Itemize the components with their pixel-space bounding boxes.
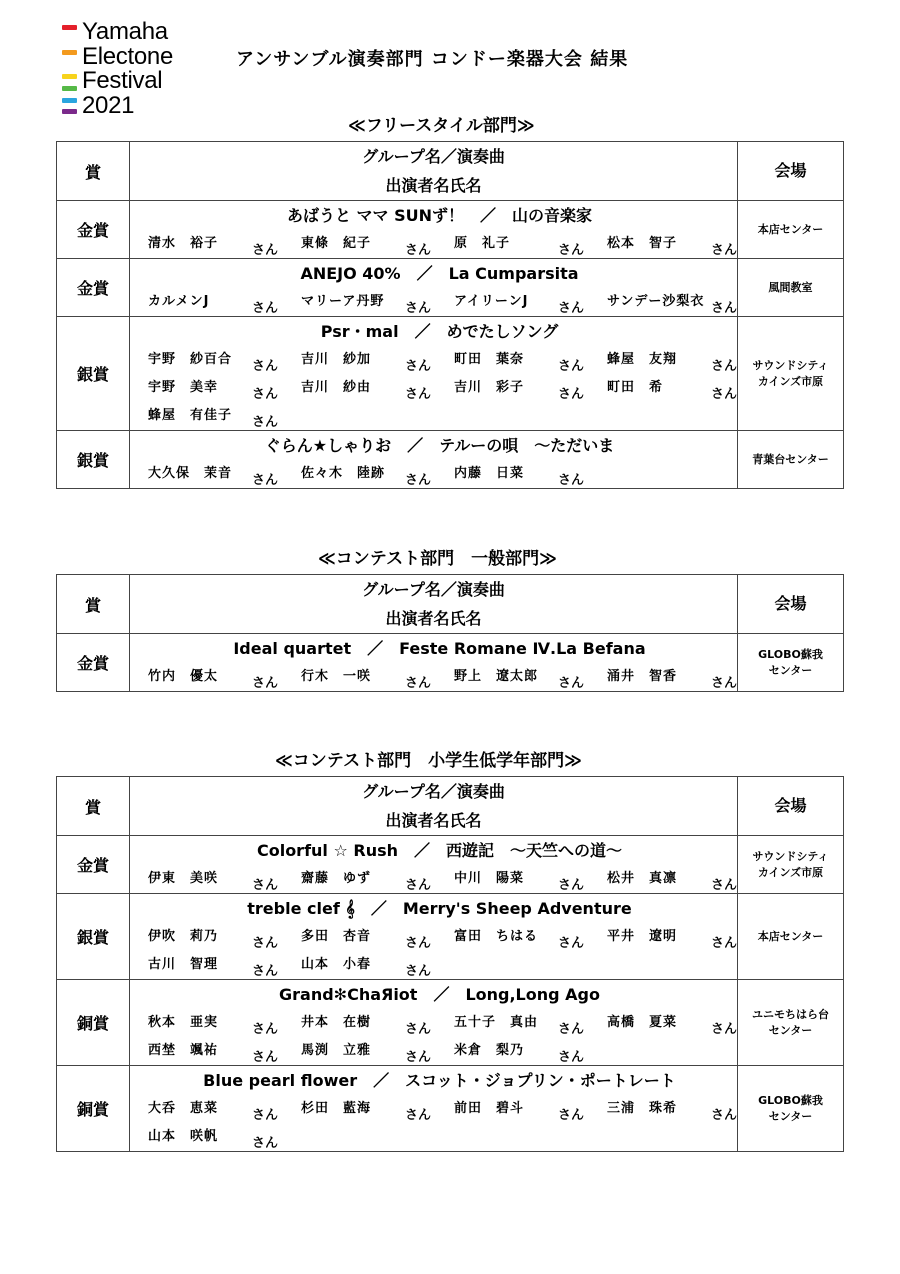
performer-row [148, 345, 738, 374]
performer: 松井 真凛 さん [607, 870, 738, 893]
performer: 野上 遼太郎 さん [454, 668, 585, 691]
performer: 吉川 紗由 さん [301, 379, 432, 402]
results-table-contest-general [56, 574, 844, 692]
performer: 町田 葉奈 さん [454, 351, 585, 374]
performer: 行木 一咲 さん [301, 668, 432, 691]
performer: 蜂屋 友翔 さん [607, 351, 738, 374]
section-title-contest-general: ≪コンテスト部門 一般部門≫ [318, 549, 557, 569]
venue-cell: 風間教室 [738, 259, 844, 317]
entry-content [130, 431, 738, 489]
logo-text: Festival [82, 67, 163, 94]
prize-cell: 金賞 [57, 259, 130, 317]
performer: 宇野 紗百合 さん [148, 351, 279, 374]
performer: 米倉 梨乃 さん [454, 1042, 585, 1065]
group-title: Colorful ☆ Rush ／ 西遊記 ～天竺への道～ [256, 840, 623, 860]
performer-row [148, 864, 738, 893]
performer: 多田 杏音 さん [301, 928, 432, 951]
prize-cell: 金賞 [57, 836, 130, 894]
performer: アイリーンJ さん [454, 293, 585, 316]
performer-row [148, 922, 738, 951]
venue-cell: 本店センター [738, 201, 844, 259]
performer: 佐々木 陸跡 さん [301, 465, 432, 488]
performer: マリーア丹野 さん [301, 293, 432, 316]
entry-content [130, 201, 738, 259]
venue-cell: ユニモちはら台 センター [738, 980, 844, 1066]
logo-color-bar [62, 25, 77, 30]
group-title: ぐらん★しゃりお ／ テルーの唄 ～ただいま [264, 435, 615, 455]
group-title: treble clef 𝄞 ／ Merry's Sheep Adventure [247, 898, 632, 918]
header-venue: 会場 [738, 142, 844, 201]
logo-color-bar [62, 50, 77, 55]
performer: カルメンJ さん [148, 293, 279, 316]
prize-cell: 金賞 [57, 634, 130, 692]
table-row [57, 980, 844, 1066]
performer: 前田 碧斗 さん [454, 1100, 585, 1123]
performer: 東條 紀子 さん [301, 235, 432, 258]
performer: 高橋 夏菜 さん [607, 1014, 738, 1037]
venue-cell: サウンドシティ カインズ市原 [738, 317, 844, 431]
performer: 清水 裕子 さん [148, 235, 279, 258]
venue-cell: サウンドシティ カインズ市原 [738, 836, 844, 894]
header-group-performers [130, 777, 738, 836]
logo-color-bar [62, 109, 77, 114]
header-group-song: グループ名／演奏曲 [362, 580, 505, 599]
performer: 山本 咲帆 さん [148, 1128, 279, 1151]
performer-row [148, 373, 738, 402]
results-table-freestyle [56, 141, 844, 489]
logo-line-year [62, 91, 202, 119]
performer: 平井 遼明 さん [607, 928, 738, 951]
entry-content [130, 1066, 738, 1152]
venue-cell: GLOBO蘇我 センター [738, 634, 844, 692]
performer: 伊吹 莉乃 さん [148, 928, 279, 951]
performer: 内藤 日菜 さん [454, 465, 585, 488]
venue-cell: 青葉台センター [738, 431, 844, 489]
header-venue: 会場 [738, 777, 844, 836]
header-performers: 出演者名氏名 [385, 811, 482, 830]
entry-content [130, 259, 738, 317]
performer: 松本 智子 さん [607, 235, 738, 258]
prize-cell: 銅賞 [57, 1066, 130, 1152]
performer: 町田 希 さん [607, 379, 738, 402]
header-performers: 出演者名氏名 [385, 176, 482, 195]
performer: 五十子 真由 さん [454, 1014, 585, 1037]
table-row [57, 317, 844, 431]
table-row [57, 1066, 844, 1152]
header-prize: 賞 [57, 142, 130, 201]
performer: 古川 智理 さん [148, 956, 279, 979]
performer-row [148, 1036, 731, 1064]
performer: サンデー沙梨衣 さん [607, 293, 738, 316]
festival-logo [62, 20, 202, 118]
performer: 宇野 美幸 さん [148, 379, 279, 402]
table-row [57, 634, 844, 692]
logo-color-bar [62, 74, 77, 79]
performer: 大呑 恵菜 さん [148, 1100, 279, 1123]
header-performers: 出演者名氏名 [385, 609, 482, 628]
performer: 涌井 智香 さん [607, 668, 738, 691]
header-group-performers [130, 575, 738, 634]
logo-line-yamaha [62, 20, 202, 45]
performer: 伊東 美咲 さん [148, 870, 279, 893]
performer: 西埜 颯祐 さん [148, 1042, 279, 1065]
logo-color-bar [62, 98, 77, 103]
performer: 三浦 珠希 さん [607, 1100, 738, 1123]
entry-content [130, 836, 738, 894]
group-title: Blue pearl flower ／ スコット・ジョプリン・ポートレート [203, 1070, 676, 1090]
group-title: Ideal quartet ／ Feste Romane Ⅳ.La Befana [233, 638, 646, 658]
table-header-row [57, 777, 844, 836]
header-group-song: グループ名／演奏曲 [362, 782, 505, 801]
performer-row [148, 1008, 738, 1037]
table-row [57, 836, 844, 894]
logo-line-electone [62, 42, 202, 70]
header-prize: 賞 [57, 777, 130, 836]
section-title-freestyle: ≪フリースタイル部門≫ [348, 116, 535, 136]
table-header-row [57, 142, 844, 201]
performer: 井本 在樹 さん [301, 1014, 432, 1037]
group-title: あばうと ママ SUNず！ ／ 山の音楽家 [286, 205, 593, 225]
performer: 吉川 彩子 さん [454, 379, 585, 402]
results-table-contest-elementary [56, 776, 844, 1152]
prize-cell: 銅賞 [57, 980, 130, 1066]
prize-cell: 金賞 [57, 201, 130, 259]
logo-text: 2021 [82, 91, 135, 119]
logo-color-bar [62, 86, 77, 91]
table-row [57, 894, 844, 980]
performer: 大久保 茉音 さん [148, 465, 279, 488]
header-venue: 会場 [738, 575, 844, 634]
performer-row [148, 459, 731, 487]
table-row [57, 431, 844, 489]
logo-text: Electone [82, 42, 173, 70]
performer: 秋本 亜実 さん [148, 1014, 279, 1037]
section-title-contest-elementary: ≪コンテスト部門 小学生低学年部門≫ [275, 751, 582, 771]
group-title: Grand✻ChaЯiot ／ Long,Long Ago [279, 984, 600, 1004]
header-group-performers [130, 142, 738, 201]
performer-row [148, 662, 738, 691]
prize-cell: 銀賞 [57, 431, 130, 489]
performer: 竹内 優太 さん [148, 668, 279, 691]
performer: 中川 陽菜 さん [454, 870, 585, 893]
performer: 吉川 紗加 さん [301, 351, 432, 374]
entry-content [130, 980, 738, 1066]
prize-cell: 銀賞 [57, 317, 130, 431]
venue-cell: 本店センター [738, 894, 844, 980]
venue-cell: GLOBO蘇我 センター [738, 1066, 844, 1152]
group-title: Psr・mal ／ めでたしソング [320, 321, 559, 341]
performer: 馬渕 立雅 さん [301, 1042, 432, 1065]
performer: 山本 小春 さん [301, 956, 432, 979]
performer: 原 礼子 さん [454, 235, 585, 258]
table-row [57, 201, 844, 259]
performer: 蜂屋 有佳子 さん [148, 407, 279, 430]
group-title: ANEJO 40% ／ La Cumparsita [300, 263, 579, 283]
performer-row [148, 1122, 731, 1150]
performer-row [148, 287, 738, 316]
performer-row [148, 401, 731, 429]
entry-content [130, 894, 738, 980]
performer: 杉田 藍海 さん [301, 1100, 432, 1123]
header-group-song: グループ名／演奏曲 [362, 147, 505, 166]
entry-content [130, 317, 738, 431]
performer-row [148, 1094, 738, 1123]
performer: 齋藤 ゆず さん [301, 870, 432, 893]
performer-row [148, 229, 738, 258]
table-header-row [57, 575, 844, 634]
logo-line-festival [62, 69, 202, 94]
header-prize: 賞 [57, 575, 130, 634]
document-title: アンサンブル演奏部門 コンドー楽器大会 結果 [236, 49, 629, 70]
logo-text: Yamaha [82, 18, 168, 45]
performer: 富田 ちはる さん [454, 928, 585, 951]
prize-cell: 銀賞 [57, 894, 130, 980]
entry-content [130, 634, 738, 692]
performer-row [148, 950, 731, 978]
table-row [57, 259, 844, 317]
